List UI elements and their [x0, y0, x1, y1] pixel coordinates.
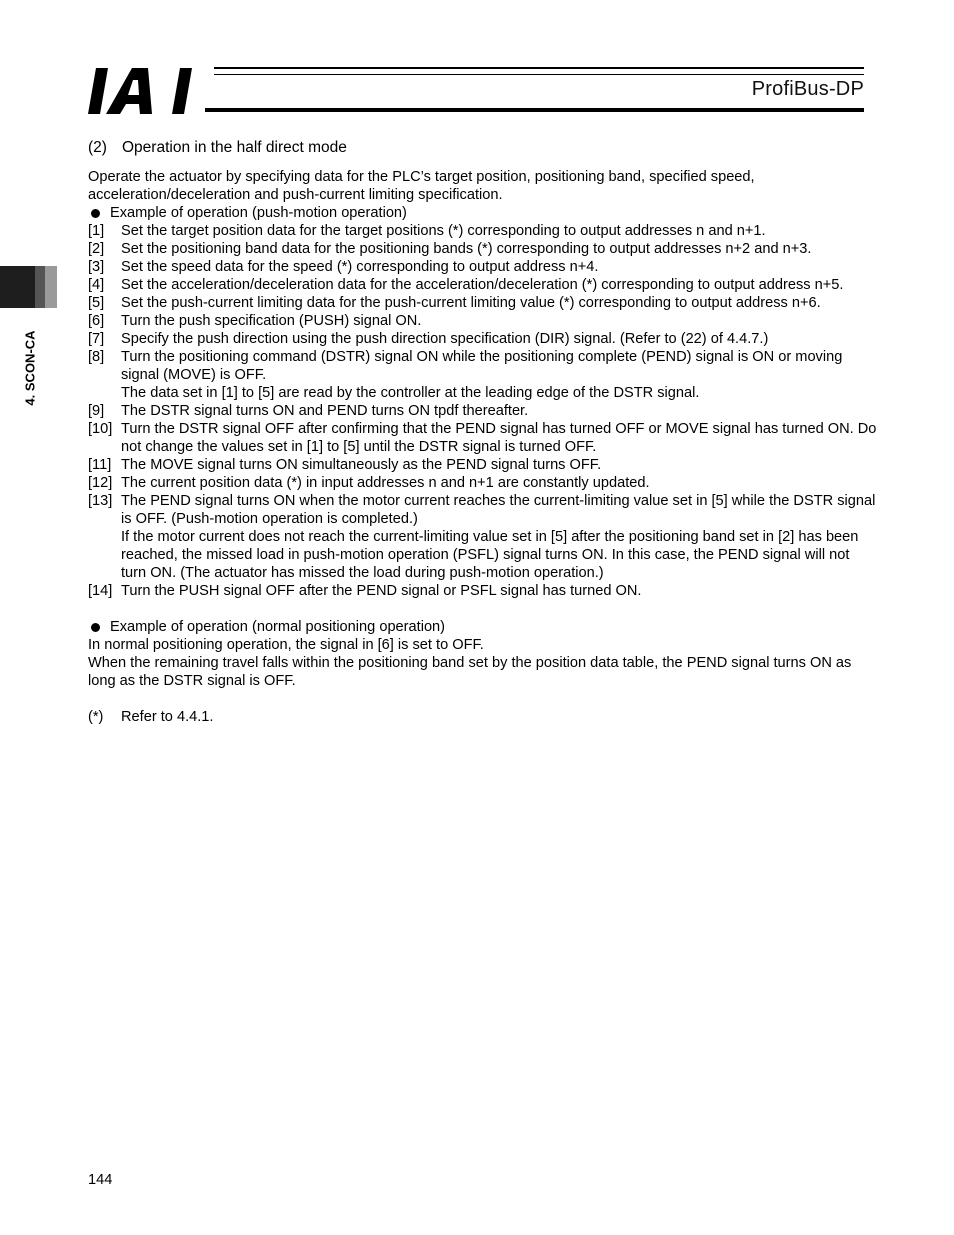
step-item: [2] Set the positioning band data for the positioning bands (*) corresponding to output addresses n+2 and n+3. [88, 241, 812, 257]
footnote-text: Refer to 4.4.1. [121, 709, 214, 725]
step-item: [14] Turn the PUSH signal OFF after the PEND signal or PSFL signal has turned ON. [88, 583, 642, 599]
step-item: [13] The PEND signal turns ON when the motor current reaches the current-limiting value set in [5] while the DSTR signal is OFF. (Push-motion operation is completed.) If the motor current does not reach the current-limiting value set in [5] after the positioning band set in [2] has been reached, the missed load in push-motion operation (PSFL) signal turns ON. In this case, the PEND signal will not turn ON. (The actuator has missed the load during push-motion operation.) [88, 493, 876, 581]
header-product-name: ProfiBus-DP [751, 78, 864, 100]
step-item: [8] Turn the positioning command (DSTR) signal ON while the positioning complete (PEND) signal is ON or moving signal (MOVE) is OFF. The data set in [1] to [5] are read by the controller at the leading edge of the DSTR signal. [88, 349, 843, 401]
step-item: [1] Set the target position data for the target positions (*) corresponding to output addresses n and n+1. [88, 223, 766, 239]
header-rule-top [214, 67, 864, 69]
footnote [88, 708, 878, 726]
step-item: [5] Set the push-current limiting data for the push-current limiting value (*) corresponding to output address n+6. [88, 295, 821, 311]
bullet-icon [88, 618, 110, 636]
section-title [88, 138, 878, 158]
section-title-text: Operation in the half direct mode [122, 139, 347, 156]
normal-example-heading: Example of operation (normal positioning operation) [88, 618, 878, 636]
page-number: 144 [88, 1172, 113, 1188]
footnote-mark: (*) [88, 709, 104, 725]
normal-text-2: When the remaining travel falls within the positioning band set by the position data table, the PEND signal turns ON as long as the DSTR signal is OFF. [88, 655, 852, 689]
page-content [88, 138, 878, 726]
intro-paragraph: Operate the actuator by specifying data for the PLC’s target position, positioning band, specified speed, acceleration/deceleration and push-current limiting specification. [88, 169, 755, 203]
push-example-heading: Example of operation (push-motion operation) [88, 204, 878, 222]
step-item: [10] Turn the DSTR signal OFF after confirming that the PEND signal has turned OFF or MOVE signal has turned ON. Do not change the values set in [1] to [5] until the DSTR signal is turned OFF. [88, 421, 877, 455]
bullet-icon [88, 204, 110, 222]
step-item: [6] Turn the push specification (PUSH) signal ON. [88, 313, 422, 329]
step-item: [11] The MOVE signal turns ON simultaneously as the PEND signal turns OFF. [88, 457, 602, 473]
normal-text-1: In normal positioning operation, the signal in [6] is set to OFF. [88, 637, 484, 653]
step-item: [7] Specify the push direction using the push direction specification (DIR) signal. (Refer to (22) of 4.4.7.) [88, 331, 769, 347]
step-item: [12] The current position data (*) in input addresses n and n+1 are constantly updated. [88, 475, 650, 491]
step-item: [3] Set the speed data for the speed (*) corresponding to output address n+4. [88, 259, 599, 275]
push-steps-list [88, 222, 878, 600]
section-number: (2) [88, 139, 107, 156]
iai-logo [86, 66, 208, 116]
chapter-tab-marker [0, 266, 57, 308]
step-item: [9] The DSTR signal turns ON and PEND turns ON tpdf thereafter. [88, 403, 529, 419]
header-rule-top-thin [214, 74, 864, 75]
header-rule-bottom [205, 108, 864, 112]
step-item: [4] Set the acceleration/deceleration data for the acceleration/deceleration (*) corresponding to output address n+5. [88, 277, 844, 293]
chapter-tab-label: 4. SCON-CA [22, 329, 38, 406]
